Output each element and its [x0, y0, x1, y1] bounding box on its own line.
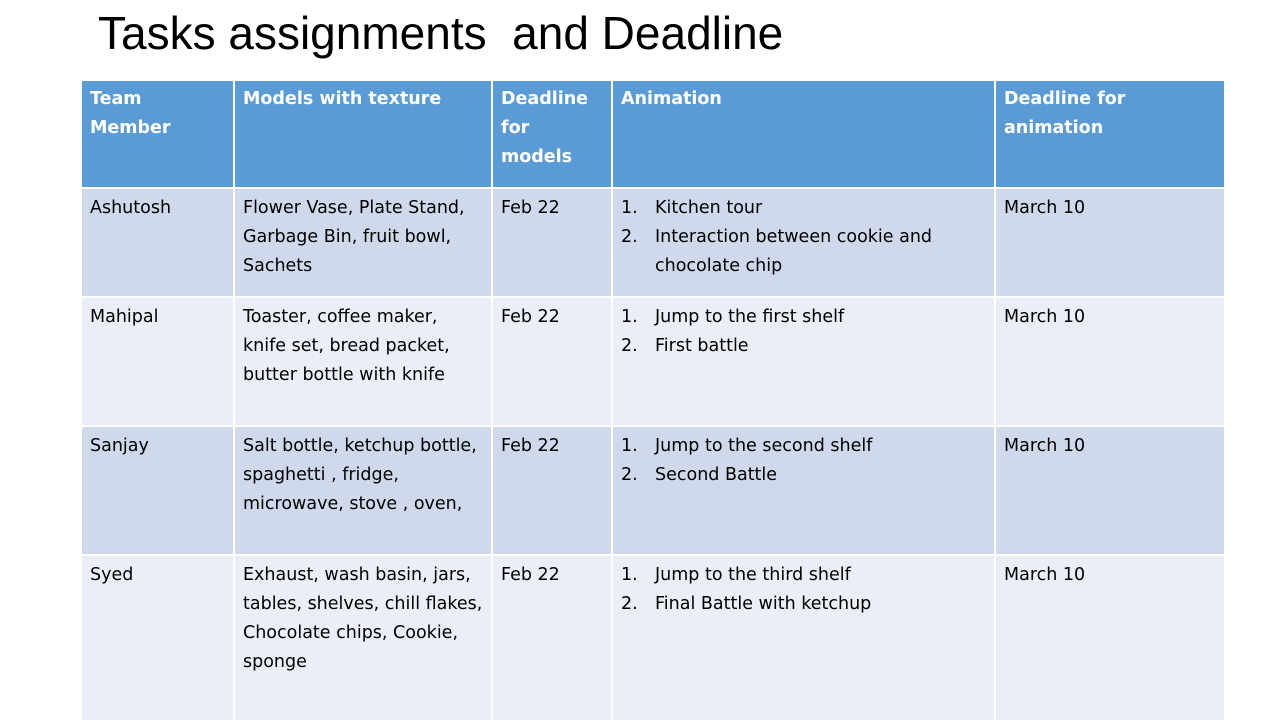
item-text: Jump to the first shelf [655, 307, 845, 327]
cell-animation-deadline: March 10 [995, 555, 1225, 720]
cell-models: Salt bottle, ketchup bottle, spaghetti , fridge, microwave, stove , oven, [234, 426, 492, 555]
table-row [81, 555, 1225, 720]
header-animation: Animation [612, 80, 995, 188]
item-text: Second Battle [655, 465, 778, 485]
cell-animation-deadline: March 10 [995, 297, 1225, 426]
cell-animation-deadline: March 10 [995, 188, 1225, 297]
cell-team-member: Syed [81, 555, 234, 720]
cell-animation [612, 555, 995, 720]
item-text: Interaction between cookie and chocolate chip [655, 227, 933, 276]
cell-models: Exhaust, wash basin, jars, tables, shelves, chill flakes, Chocolate chips, Cookie, sponge [234, 555, 492, 720]
animation-item [621, 432, 986, 461]
item-number: 2. [621, 336, 638, 356]
item-text: Jump to the second shelf [655, 436, 873, 456]
table-row [81, 188, 1225, 297]
header-deadline-for-models: Deadline for models [492, 80, 612, 188]
animation-item [621, 194, 986, 223]
animation-item [621, 590, 986, 619]
item-number: 2. [621, 227, 638, 247]
cell-animation-deadline: March 10 [995, 426, 1225, 555]
header-deadline-for-animation: Deadline for animation [995, 80, 1225, 188]
animation-list [621, 194, 986, 281]
item-number: 1. [621, 198, 638, 218]
item-number: 1. [621, 436, 638, 456]
header-team-member: Team Member [81, 80, 234, 188]
cell-animation [612, 297, 995, 426]
item-text: Final Battle with ketchup [655, 594, 872, 614]
animation-list [621, 303, 986, 361]
cell-animation [612, 188, 995, 297]
table-row [81, 297, 1225, 426]
task-table [80, 79, 1226, 720]
animation-item [621, 461, 986, 490]
animation-list [621, 561, 986, 619]
cell-models-deadline: Feb 22 [492, 297, 612, 426]
animation-item [621, 561, 986, 590]
cell-team-member: Mahipal [81, 297, 234, 426]
cell-team-member: Ashutosh [81, 188, 234, 297]
item-text: Kitchen tour [655, 198, 763, 218]
cell-models: Toaster, coffee maker, knife set, bread packet, butter bottle with knife [234, 297, 492, 426]
cell-models-deadline: Feb 22 [492, 426, 612, 555]
table-row [81, 426, 1225, 555]
item-text: First battle [655, 336, 749, 356]
cell-team-member: Sanjay [81, 426, 234, 555]
animation-list [621, 432, 986, 490]
item-number: 1. [621, 565, 638, 585]
animation-item [621, 223, 986, 281]
animation-item [621, 303, 986, 332]
cell-models-deadline: Feb 22 [492, 188, 612, 297]
cell-animation [612, 426, 995, 555]
slide-title: Tasks assignments and Deadline [98, 7, 784, 59]
item-number: 1. [621, 307, 638, 327]
cell-models-deadline: Feb 22 [492, 555, 612, 720]
header-models-with-texture: Models with texture [234, 80, 492, 188]
cell-models: Flower Vase, Plate Stand, Garbage Bin, fruit bowl, Sachets [234, 188, 492, 297]
item-number: 2. [621, 465, 638, 485]
table-header-row [81, 80, 1225, 188]
item-number: 2. [621, 594, 638, 614]
animation-item [621, 332, 986, 361]
item-text: Jump to the third shelf [655, 565, 851, 585]
